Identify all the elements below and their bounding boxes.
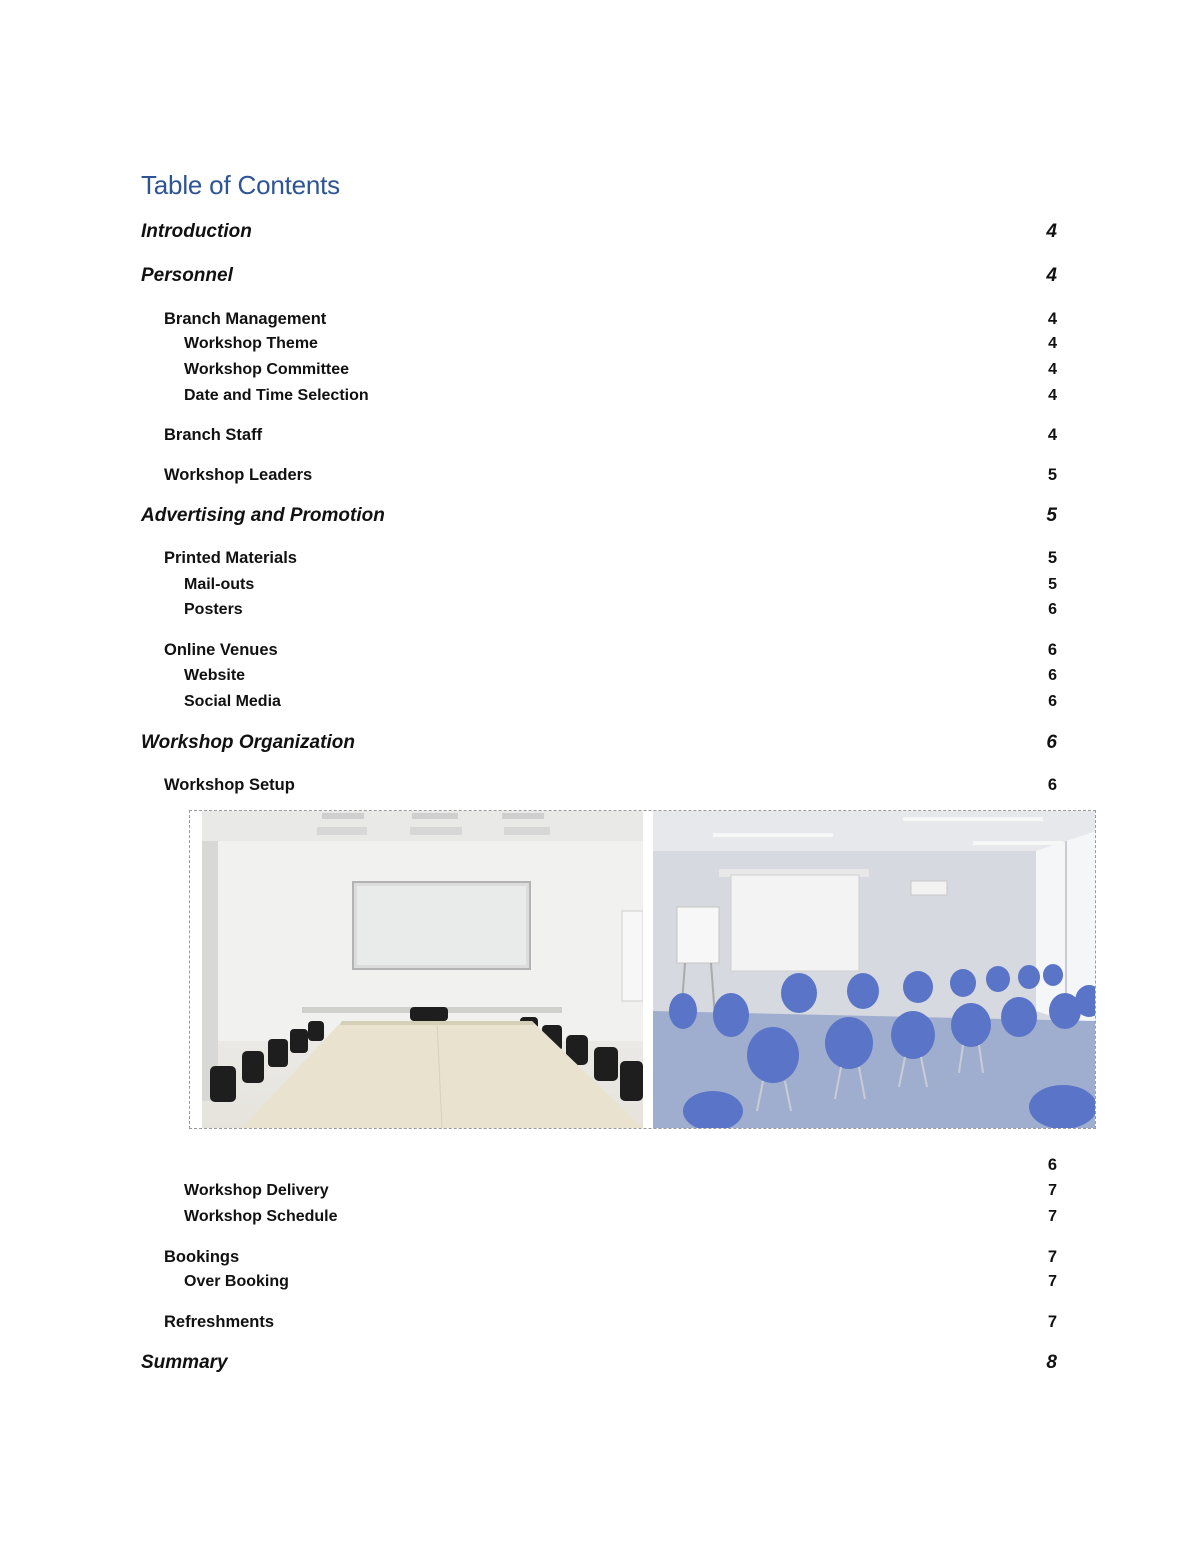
toc-entry-label: Printed Materials <box>164 549 297 567</box>
conference-room-photo <box>202 811 643 1128</box>
toc-entry-page: 4 <box>1048 361 1057 378</box>
toc-entry-label: Branch Staff <box>164 426 263 444</box>
classroom-illustration <box>653 811 1096 1128</box>
toc-entry-page-only[interactable] <box>0 1153 1200 1177</box>
toc-entry-label: Workshop Setup <box>164 776 295 794</box>
toc-entry-workshop-setup[interactable] <box>0 773 1200 797</box>
toc-entry-page: 4 <box>1046 221 1057 242</box>
toc-entry-page: 4 <box>1048 335 1057 352</box>
toc-entry-social-media[interactable] <box>0 690 1200 714</box>
toc-entry-introduction[interactable] <box>0 220 1200 244</box>
toc-entry-label: Workshop Organization <box>141 732 355 753</box>
toc-entry-workshop-theme[interactable] <box>0 332 1200 356</box>
toc-entry-page: 7 <box>1047 1248 1057 1266</box>
toc-entry-label: Workshop Leaders <box>164 466 313 484</box>
toc-entry-label: Date and Time Selection <box>184 387 369 404</box>
toc-entry-label: Workshop Theme <box>184 335 318 352</box>
toc-entry-refreshments[interactable] <box>0 1310 1200 1334</box>
toc-entry-label: Website <box>184 667 246 684</box>
toc-entry-page: 6 <box>1048 601 1057 618</box>
toc-entry-label: Bookings <box>164 1248 240 1266</box>
toc-entry-label: Social Media <box>184 693 281 710</box>
toc-entry-page: 7 <box>1048 1182 1057 1199</box>
toc-entry-label: Branch Management <box>164 310 327 328</box>
toc-entry-workshop-schedule[interactable] <box>0 1205 1200 1229</box>
classroom-photo <box>653 811 1096 1128</box>
toc-entry-label: Workshop Schedule <box>184 1208 338 1225</box>
toc-entry-page: 6 <box>1048 693 1057 710</box>
toc-entry-label: Posters <box>184 601 243 618</box>
toc-entry-workshop-organization[interactable] <box>0 731 1200 755</box>
toc-entry-label: Introduction <box>141 221 252 242</box>
toc-entry-workshop-delivery[interactable] <box>0 1179 1200 1203</box>
toc-entry-page: 4 <box>1048 387 1057 404</box>
toc-entry-page: 4 <box>1046 265 1057 286</box>
toc-entry-page: 6 <box>1047 776 1057 794</box>
room-photos-figure <box>189 810 1096 1129</box>
toc-entry-page: 5 <box>1046 505 1057 526</box>
toc-entry-branch-management[interactable] <box>0 307 1200 331</box>
toc-entry-label: Workshop Committee <box>184 361 350 378</box>
toc-entry-label: Summary <box>141 1352 228 1373</box>
toc-entry-label: Refreshments <box>164 1313 275 1331</box>
toc-entry-page: 6 <box>1047 641 1057 659</box>
toc-entry-over-booking[interactable] <box>0 1270 1200 1294</box>
toc-entry-online-venues[interactable] <box>0 638 1200 662</box>
toc-entry-workshop-leaders[interactable] <box>0 463 1200 487</box>
toc-entry-label: Personnel <box>141 265 233 286</box>
toc-entry-label: Advertising and Promotion <box>141 505 385 526</box>
toc-entry-page: 5 <box>1047 466 1057 484</box>
toc-title: Table of Contents <box>141 170 340 200</box>
conference-room-illustration <box>202 811 643 1128</box>
toc-entry-mail-outs[interactable] <box>0 573 1200 597</box>
toc-entry-page: 4 <box>1047 426 1057 444</box>
toc-entry-page: 6 <box>1048 667 1057 684</box>
toc-entry-page: 5 <box>1048 576 1057 593</box>
toc-entry-page: 6 <box>1046 732 1057 753</box>
toc-entry-bookings[interactable] <box>0 1245 1200 1269</box>
toc-entry-summary[interactable] <box>0 1351 1200 1375</box>
toc-entry-page: 4 <box>1047 310 1057 328</box>
toc-entry-page: 6 <box>1047 1156 1057 1174</box>
toc-entry-page: 5 <box>1047 549 1057 567</box>
toc-entry-page: 7 <box>1048 1208 1057 1225</box>
toc-entry-date-and-time-selection[interactable] <box>0 384 1200 408</box>
toc-entry-advertising-and-promotion[interactable] <box>0 504 1200 528</box>
toc-entry-personnel[interactable] <box>0 264 1200 288</box>
toc-entry-label: Workshop Delivery <box>184 1182 329 1199</box>
toc-entry-label: Over Booking <box>184 1273 289 1290</box>
toc-entry-website[interactable] <box>0 664 1200 688</box>
toc-entry-page: 8 <box>1046 1352 1057 1373</box>
toc-entry-label: Online Venues <box>164 641 278 659</box>
toc-entry-label: Mail-outs <box>184 576 255 593</box>
toc-entry-page: 7 <box>1048 1273 1057 1290</box>
toc-entry-branch-staff[interactable] <box>0 423 1200 447</box>
toc-entry-workshop-committee[interactable] <box>0 358 1200 382</box>
toc-entry-posters[interactable] <box>0 598 1200 622</box>
toc-entry-printed-materials[interactable] <box>0 546 1200 570</box>
toc-entry-page: 7 <box>1047 1313 1057 1331</box>
